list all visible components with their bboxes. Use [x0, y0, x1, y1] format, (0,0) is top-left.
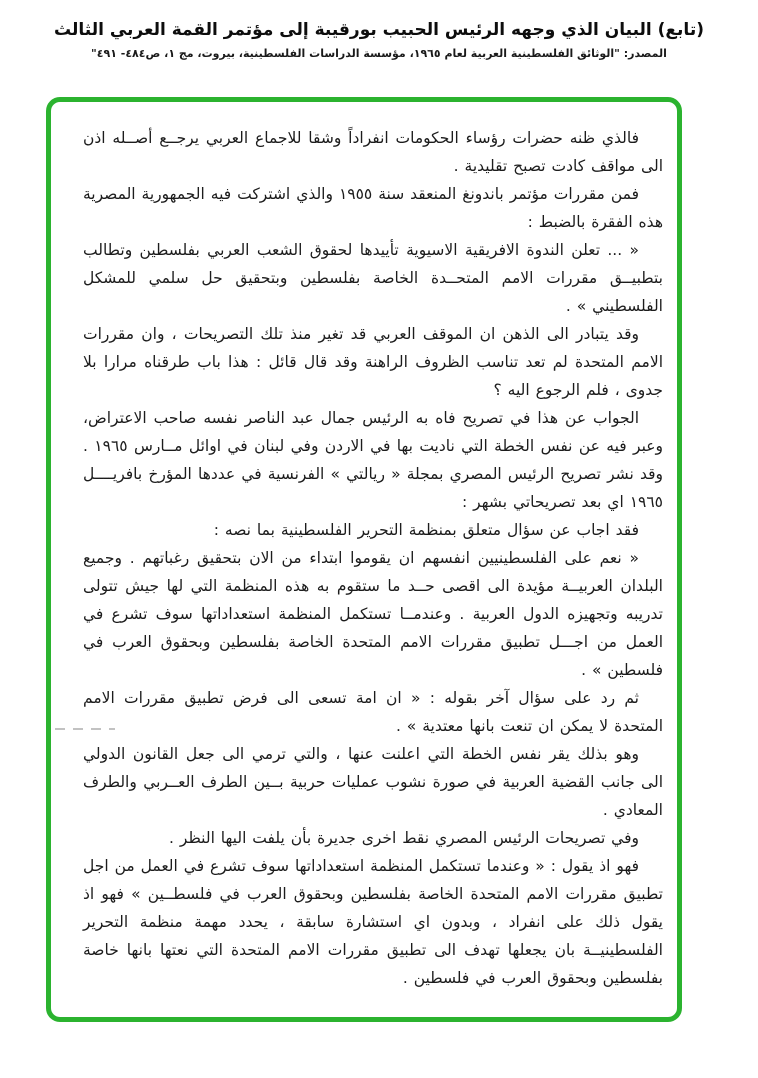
document-paragraph: وهو بذلك يقر نفس الخطة التي اعلنت عنها ، والتي ترمي الى جعل القانون الدولي الى جانب القضية العربية في صورة نشوب عمليات حربية بــين الطرف العــربي والطرف المعادي . — [83, 745, 663, 819]
document-paragraph: الجواب عن هذا في تصريح فاه به الرئيس جمال عبد الناصر نفسه صاحب الاعتراض، وعبر فيه عن نفس الخطة التي ناديت بها في الاردن وفي لبنان في اوائل مــارس ١٩٦٥ . وقد نشر تصريح الرئيس المصري بمجلة « ريالتي » الفرنسية في عددها المؤرخ بافريــــل ١٩٦٥ اي بعد تصريحاتي بشهر : — [83, 409, 663, 511]
document-paragraph: فهو اذ يقول : « وعندما تستكمل المنظمة استعداداتها سوف تشرع في العمل من اجل تطبيق مقررات الامم المتحدة الخاصة بفلسطين وبحقوق العرب في فلسطــين » فهو اذ يقول ذلك على انفراد ، وبدون اي استشارة سابقة ، يحدد مهمة منظمة التحرير الفلسطينيــة بان يجعلها تهدف الى تطبيق مقررات الامم المتحدة التي نعتها بانها خاصة بفلسطين وبحقوق العرب في فلسطين . — [83, 857, 663, 987]
document-paragraph: وفي تصريحات الرئيس المصري نقط اخرى جديرة بأن يلفت اليها النظر . — [169, 829, 639, 847]
document-paragraph: فالذي ظنه حضرات رؤساء الحكومات انفراداً وشقا للاجماع العربي يرجــع أصــله اذن الى مواقف كادت تصبح تقليدية . — [83, 129, 663, 175]
source-line: المصدر: "الوثائق الفلسطينية العربية لعام ١٩٦٥، مؤسسة الدراسات الفلسطينية، بيروت، مج ١، ص٤٨٤- ٤٩١" — [91, 47, 667, 60]
document-paragraph: فمن مقررات مؤتمر باندونغ المنعقد سنة ١٩٥٥ والذي اشتركت فيه الجمهورية المصرية هذه الفقرة بالضبط : — [83, 185, 663, 231]
document-paragraph: فقد اجاب عن سؤال متعلق بمنظمة التحرير الفلسطينية بما نصه : — [213, 521, 639, 539]
document-paragraph: « ... تعلن الندوة الافريقية الاسيوية تأييدها لحقوق الشعب العربي بفلسطين وتطالب بتطبيــق مقررات الامم المتحــدة الخاصة بفلسطين وبتحقيق حل سلمي للمشكل الفلسطيني » . — [83, 241, 663, 315]
scan-artifact — [55, 728, 115, 730]
page-header — [0, 20, 758, 60]
document-paragraph: ثم رد على سؤال آخر بقوله : « ان امة تسعى الى فرض تطبيق مقررات الامم المتحدة لا يمكن ان تنعت بانها معتدية » . — [83, 689, 663, 735]
document-paragraph: « نعم على الفلسطينيين انفسهم ان يقوموا ابتداء من الان بتحقيق رغباتهم . وجميع البلدان العربيــة مؤيدة الى اقصى حــد ما ستقوم به هذه المنظمة التي لها جيش تتولى تدريبه وتجهيزه الدول العربية . وعندمــا تستكمل المنظمة استعداداتها سوف تشرع في العمل من اجـــل تطبيق مقررات الامم المتحدة الخاصة بفلسطين وبحقوق العرب في فلسطين » . — [83, 549, 663, 679]
document-text — [83, 124, 663, 992]
page-title: (تابع) البيان الذي وجهه الرئيس الحبيب بورقيبة إلى مؤتمر القمة العربي الثالث — [54, 20, 704, 40]
document-paragraph: وقد يتبادر الى الذهن ان الموقف العربي قد تغير منذ تلك التصريحات ، وان مقررات الامم المتحدة لم تعد تناسب الظروف الراهنة وقد قال قائل : هذا باب طرقناه مرارا بلا جدوى ، فلم الرجوع اليه ؟ — [83, 325, 663, 399]
annotation-frame — [46, 97, 682, 1022]
